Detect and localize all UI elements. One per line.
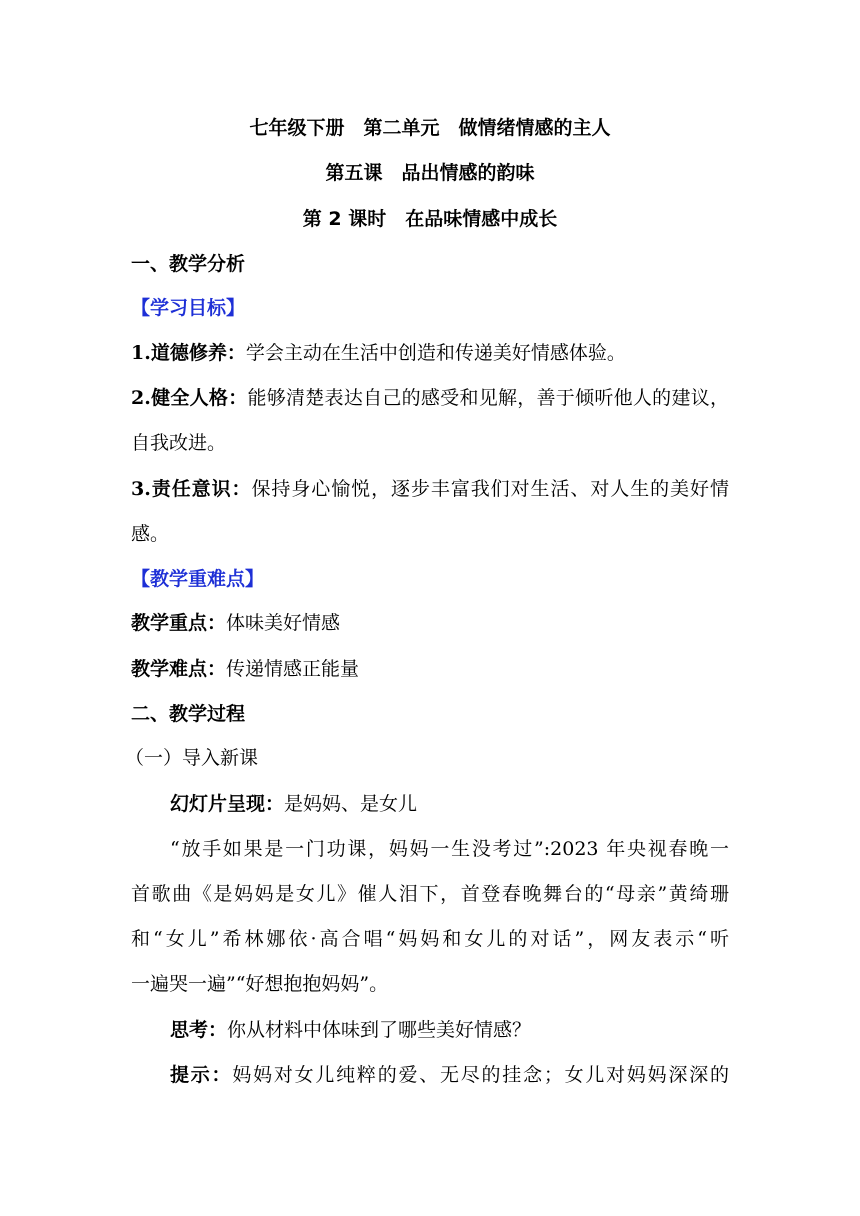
difficult-point	[0, 656, 860, 682]
think-label: 思考：	[170, 1019, 228, 1041]
goal-1-text: 学会主动在生活中创造和传递美好情感体验。	[245, 342, 626, 364]
difficult-point-text: 传递情感正能量	[226, 658, 360, 680]
slide-text: 是妈妈、是女儿	[284, 793, 418, 815]
subsection-intro: （一）导入新课	[125, 747, 259, 769]
key-point-text: 体味美好情感	[226, 612, 341, 634]
goals-heading: 【学习目标】	[131, 297, 246, 319]
section-heading-analysis: 一、教学分析	[131, 253, 246, 275]
material-line-1: “放手如果是一门功课，妈妈一生没考过”:2023 年央视春晚一	[170, 838, 729, 860]
hint-label: 提示：	[170, 1064, 233, 1086]
slide-label: 幻灯片呈现：	[170, 793, 285, 815]
material-line-2: 首歌曲《是妈妈是女儿》催人泪下，首登春晚舞台的“母亲”黄绮珊	[131, 883, 729, 905]
goal-3-text-a: 保持身心愉悦，逐步丰富我们对生活、对人生的美好情	[251, 478, 729, 500]
title-period: 第 2 课时 在品味情感中成长	[302, 208, 558, 230]
think-question	[0, 1017, 860, 1043]
key-point-label: 教学重点：	[131, 612, 227, 634]
material-line-4: 一遍哭一遍”“好想抱抱妈妈”。	[131, 973, 389, 995]
goal-1	[0, 340, 860, 366]
difficult-point-label: 教学难点：	[131, 658, 227, 680]
key-points-heading: 【教学重难点】	[131, 568, 265, 590]
hint-line	[170, 1062, 729, 1088]
title-unit: 七年级下册 第二单元 做情绪情感的主人	[249, 117, 611, 139]
hint-text: 妈妈对女儿纯粹的爱、无尽的挂念；女儿对妈妈深深的	[232, 1064, 729, 1086]
think-text: 你从材料中体味到了哪些美好情感？	[227, 1019, 532, 1041]
key-point	[0, 610, 860, 636]
title-lesson: 第五课 品出情感的韵味	[325, 162, 535, 184]
material-line-3: 和“女儿”希林娜依·高合唱“妈妈和女儿的对话”，网友表示“听	[131, 928, 729, 950]
goal-2-label: 2.健全人格：	[131, 387, 248, 409]
goal-3-label: 3.责任意识：	[131, 478, 252, 500]
goal-3-text-b: 感。	[131, 523, 170, 545]
goal-2-line-1	[131, 385, 729, 411]
goal-2-text-b: 自我改进。	[131, 432, 227, 454]
goal-1-label: 1.道德修养：	[131, 342, 246, 364]
goal-2-text-a: 能够清楚表达自己的感受和见解，善于倾听他人的建议，	[247, 387, 729, 409]
section-heading-process: 二、教学过程	[131, 703, 246, 725]
slide-line	[0, 791, 860, 817]
goal-3-line-1	[131, 476, 729, 502]
